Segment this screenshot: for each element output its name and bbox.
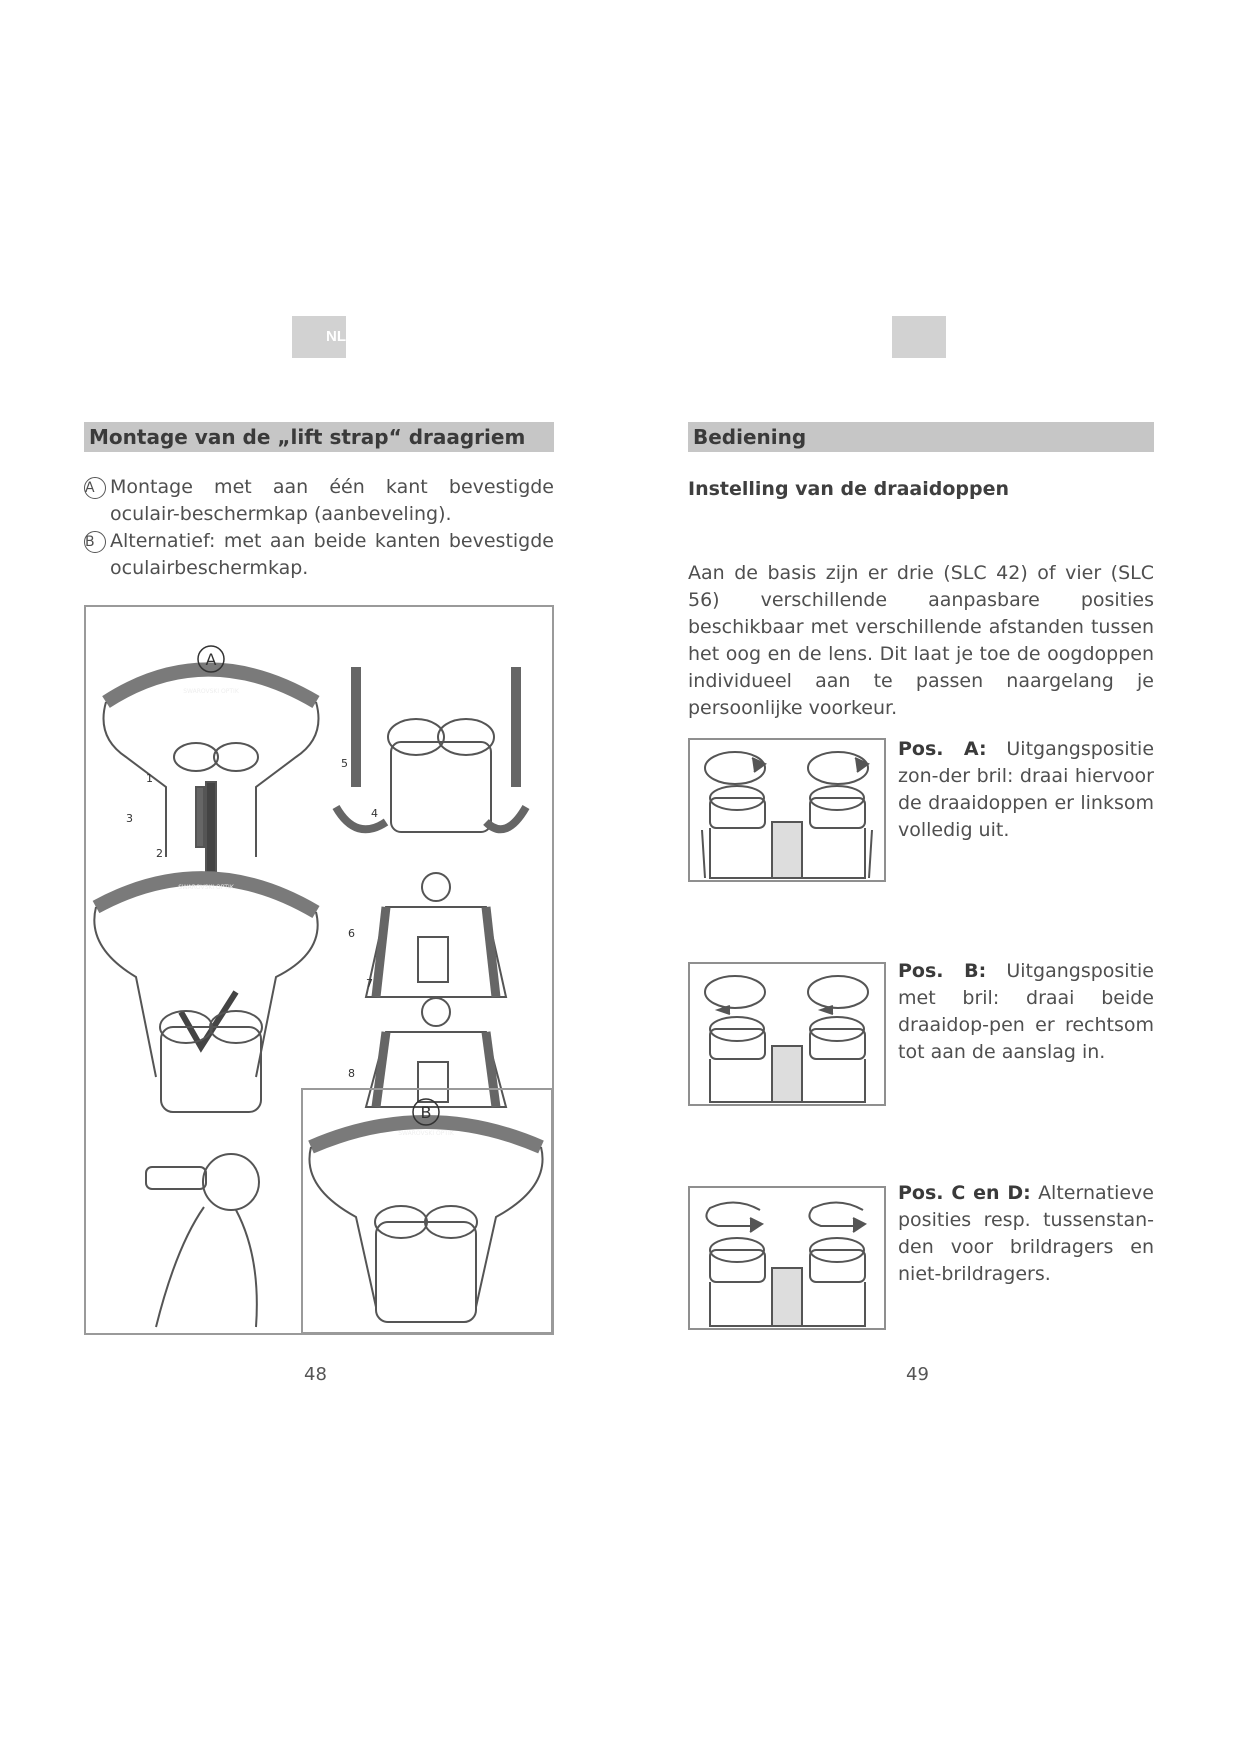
intro-paragraph (688, 560, 1154, 722)
pos-b-text: Uitgangspositie met bril: draai beide draaidop-pen er rechtsom tot aan de aanslag in. (898, 960, 1154, 1063)
list-item-b (84, 528, 554, 582)
pos-a-text: Uitgangspositie zon-der bril: draai hiervoor de draaidoppen er linksom volledig uit. (898, 738, 1155, 841)
right-section-heading (688, 422, 1154, 452)
step-2: 2 (156, 847, 163, 860)
list-item-a-text: Montage met aan één kant bevestigde oculair-beschermkap (aanbeveling). (110, 476, 554, 525)
right-page-number (906, 1364, 929, 1385)
figure-label-a: A (205, 650, 217, 669)
language-tab-label: NL (326, 328, 346, 345)
right-page-number-text: 49 (906, 1364, 929, 1385)
pos-cd-drawing (690, 1188, 884, 1328)
step-7: 7 (366, 977, 373, 990)
mounting-items (84, 474, 554, 582)
marker-a: A (84, 477, 106, 499)
pos-cd-label: Pos. C en D: (898, 1182, 1031, 1204)
strap-mounting-drawing (86, 607, 552, 1333)
pos-b-illustration (688, 962, 886, 1106)
pos-cd-illustration (688, 1186, 886, 1330)
pos-b-drawing (690, 964, 884, 1104)
left-page-number-text: 48 (304, 1364, 327, 1385)
left-section-heading (84, 422, 554, 452)
figure-label-b: B (420, 1103, 432, 1122)
section-subheading (688, 478, 1009, 500)
pos-b-label: Pos. B: (898, 960, 987, 982)
list-item-a (84, 474, 554, 528)
pos-cd-description (898, 1180, 1154, 1288)
pos-a-illustration (688, 738, 886, 882)
strap-a-band (106, 670, 316, 703)
pos-cd-text: Alternatieve posities resp. tussenstan-den voor brildragers en niet-brildragers. (898, 1182, 1154, 1285)
right-page-tab (892, 316, 946, 358)
step-5: 5 (341, 757, 348, 770)
right-heading-text: Bediening (693, 425, 807, 449)
strap-branding-middle: SWAROVSKI OPTIK (178, 884, 234, 891)
strap-branding-b: SWAROVSKI OPTIK (398, 1130, 454, 1137)
step-8: 8 (348, 1067, 355, 1080)
strap-mounting-illustration (84, 605, 554, 1335)
marker-b: B (84, 531, 106, 553)
pos-a-description (898, 736, 1154, 844)
list-item-b-text: Alternatief: met aan beide kanten bevestigde oculairbeschermkap. (110, 530, 554, 579)
step-3: 3 (126, 812, 133, 825)
pos-b-description (898, 958, 1154, 1066)
step-1: 1 (146, 772, 153, 785)
step-6: 6 (348, 927, 355, 940)
left-heading-text: Montage van de „lift strap“ draagriem (89, 425, 526, 449)
intro-text: Aan de basis zijn er drie (SLC 42) of vier (SLC 56) verschillende aanpasbare posities beschikbaar met verschillende afstanden tussen het oog en de lens. Dit laat je toe de oogdoppen individueel aan te passen naargelang je persoonlijke voorkeur. (688, 562, 1154, 719)
strap-branding-a: SWAROVSKI OPTIK (183, 688, 239, 695)
language-tab (292, 316, 346, 358)
pos-a-label: Pos. A: (898, 738, 987, 760)
step-4: 4 (371, 807, 378, 820)
subheading-text: Instelling van de draaidoppen (688, 478, 1009, 500)
left-page-number (304, 1364, 327, 1385)
pos-a-drawing (690, 740, 884, 880)
